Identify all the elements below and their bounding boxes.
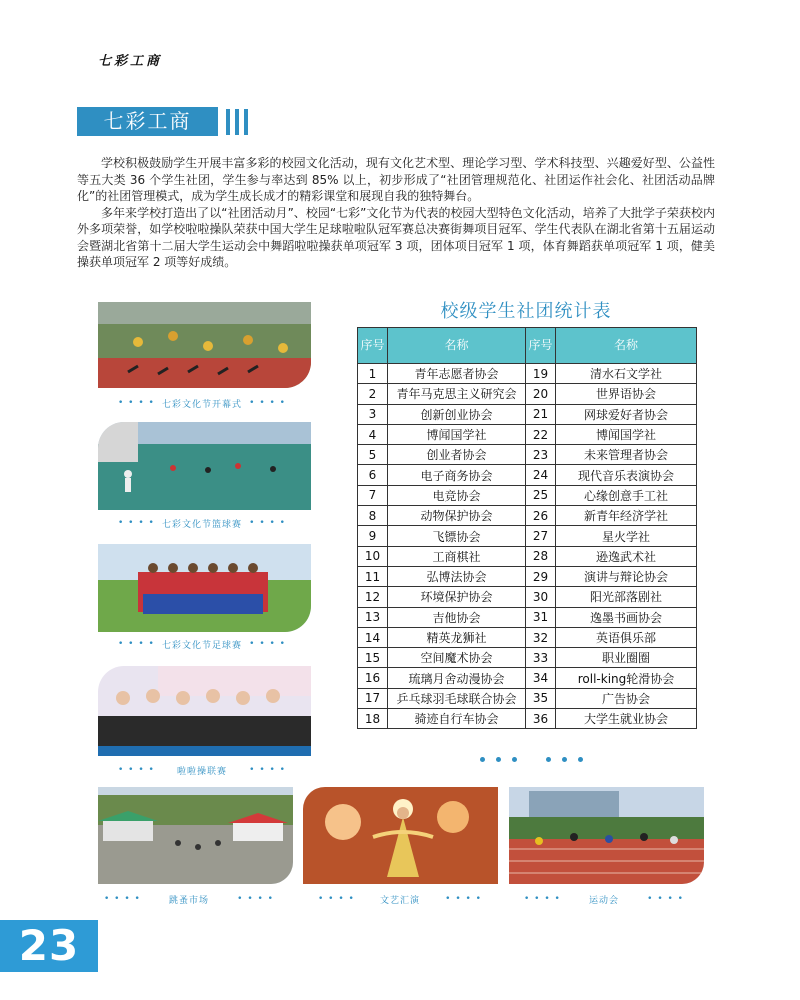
row-number: 13 — [358, 607, 388, 627]
club-name: 逸墨书画协会 — [556, 607, 697, 627]
row-number: 23 — [526, 445, 556, 465]
table-title: 校级学生社团统计表 — [440, 301, 612, 322]
table-row — [358, 668, 697, 688]
table-row — [358, 546, 697, 566]
row-number: 20 — [526, 384, 556, 404]
club-statistics-table — [357, 327, 697, 729]
table-row — [358, 709, 697, 729]
club-name: 工商棋社 — [388, 546, 526, 566]
decorative-dots — [480, 752, 590, 766]
row-number: 21 — [526, 404, 556, 424]
club-name: 吉他协会 — [388, 607, 526, 627]
club-name: 创新创业协会 — [388, 404, 526, 424]
row-number: 6 — [358, 465, 388, 485]
row-number: 30 — [526, 587, 556, 607]
club-name: 未来管理者协会 — [556, 445, 697, 465]
row-number: 14 — [358, 627, 388, 647]
row-number: 28 — [526, 546, 556, 566]
caption-football: • • • • 七彩文化节足球赛 • • • • — [118, 639, 286, 651]
caption-dots-right: • • • • — [249, 518, 286, 528]
row-number: 29 — [526, 566, 556, 586]
table-row — [358, 445, 697, 465]
caption-sports-meet: • • • • 运动会 • • • • — [524, 894, 684, 906]
row-number: 16 — [358, 668, 388, 688]
club-name: 逊逸武术社 — [556, 546, 697, 566]
table-row — [358, 404, 697, 424]
club-name: 广告协会 — [556, 688, 697, 708]
row-number: 15 — [358, 648, 388, 668]
row-number: 25 — [526, 485, 556, 505]
table-row — [358, 566, 697, 586]
caption-dots-left: • • • • — [118, 518, 155, 528]
club-name: 世界语协会 — [556, 384, 697, 404]
header-number: 序号 — [358, 328, 388, 364]
intro-paragraph-1: 学校积极鼓励学生开展丰富多彩的校园文化活动，现有文化艺术型、理论学习型、学术科技型、兴趣爱好型、公益性等五大类 36 个学生社团，学生参与率达到 85% 以上，初步形成了“社团管理规范化、社团运作社会化、社团活动品牌化”的社团管理模式，成为学生成长成才的精彩课堂和展现自我的独特舞台。 — [77, 156, 715, 203]
club-name: 网球爱好者协会 — [556, 404, 697, 424]
club-name: 青年志愿者协会 — [388, 364, 526, 384]
caption-flea-market: • • • • 跳蚤市场 • • • • — [104, 894, 274, 906]
row-number: 8 — [358, 506, 388, 526]
table-row — [358, 607, 697, 627]
club-name: 创业者协会 — [388, 445, 526, 465]
row-number: 27 — [526, 526, 556, 546]
caption-dots-left: • • • • — [118, 765, 155, 775]
row-number: 1 — [358, 364, 388, 384]
running-header-brand: 七彩工商 — [98, 54, 163, 69]
club-name: 骑迹自行车协会 — [388, 709, 526, 729]
club-name: 博闻国学社 — [388, 424, 526, 444]
caption-arts-performance: • • • • 文艺汇演 • • • • — [318, 894, 482, 906]
row-number: 34 — [526, 668, 556, 688]
row-number: 12 — [358, 587, 388, 607]
row-number: 32 — [526, 627, 556, 647]
caption-dots-right: • • • • — [249, 639, 286, 649]
table-row — [358, 485, 697, 505]
table-row — [358, 465, 697, 485]
club-name: 大学生就业协会 — [556, 709, 697, 729]
intro-text — [77, 155, 715, 271]
row-number: 26 — [526, 506, 556, 526]
club-name: 新青年经济学社 — [556, 506, 697, 526]
row-number: 10 — [358, 546, 388, 566]
page-number: 23 — [18, 921, 80, 970]
row-number: 2 — [358, 384, 388, 404]
row-number: 35 — [526, 688, 556, 708]
table-row — [358, 506, 697, 526]
table-row — [358, 424, 697, 444]
table-row — [358, 627, 697, 647]
caption-dots-left: • • • • — [118, 639, 155, 649]
table-row — [358, 648, 697, 668]
club-name: 空间魔术协会 — [388, 648, 526, 668]
club-name: 心缘创意手工社 — [556, 485, 697, 505]
club-name: 弘博法协会 — [388, 566, 526, 586]
caption-dots-right: • • • • — [249, 765, 286, 775]
photo-football — [98, 544, 311, 632]
caption-cheerleading: • • • • 啦啦操联赛 • • • • — [118, 765, 286, 777]
table-row — [358, 526, 697, 546]
row-number: 33 — [526, 648, 556, 668]
club-name: 琉璃月舍动漫协会 — [388, 668, 526, 688]
row-number: 11 — [358, 566, 388, 586]
club-name: 飞镖协会 — [388, 526, 526, 546]
caption-opening-ceremony: • • • • 七彩文化节开幕式 • • • • — [118, 398, 286, 410]
table-body — [358, 364, 697, 729]
row-number: 18 — [358, 709, 388, 729]
row-number: 31 — [526, 607, 556, 627]
club-name: 环境保护协会 — [388, 587, 526, 607]
club-name: 清水石文学社 — [556, 364, 697, 384]
photo-opening-ceremony — [98, 302, 311, 388]
club-name: 动物保护协会 — [388, 506, 526, 526]
row-number: 19 — [526, 364, 556, 384]
caption-dots-left: • • • • — [318, 894, 355, 904]
caption-basketball: • • • • 七彩文化节篮球赛 • • • • — [118, 518, 286, 530]
club-name: 青年马克思主义研究会 — [388, 384, 526, 404]
caption-dots-left: • • • • — [104, 894, 141, 904]
row-number: 7 — [358, 485, 388, 505]
club-name: 博闻国学社 — [556, 424, 697, 444]
section-title: 七彩工商 — [77, 107, 218, 136]
row-number: 4 — [358, 424, 388, 444]
club-name: 乒乓球羽毛球联合协会 — [388, 688, 526, 708]
table-row — [358, 587, 697, 607]
club-name: 星火学社 — [556, 526, 697, 546]
club-name: 职业圈圈 — [556, 648, 697, 668]
table-row — [358, 384, 697, 404]
photo-sports-meet — [509, 787, 704, 884]
row-number: 5 — [358, 445, 388, 465]
club-name: 英语俱乐部 — [556, 627, 697, 647]
header-name: 名称 — [556, 328, 697, 364]
club-name: 现代音乐表演协会 — [556, 465, 697, 485]
title-bars-decoration — [226, 109, 250, 135]
caption-dots-left: • • • • — [524, 894, 561, 904]
caption-dots-right: • • • • — [445, 894, 482, 904]
table-row — [358, 364, 697, 384]
club-name: 电竞协会 — [388, 485, 526, 505]
club-name: 演讲与辩论协会 — [556, 566, 697, 586]
photo-cheerleading — [98, 666, 311, 756]
club-name: 精英龙狮社 — [388, 627, 526, 647]
row-number: 22 — [526, 424, 556, 444]
row-number: 17 — [358, 688, 388, 708]
intro-paragraph-2: 多年来学校打造出了以“社团活动月”、校园“七彩”文化节为代表的校园大型特色文化活动，培养了大批学子荣获校内外多项荣誉，如学校啦啦操队荣获中国大学生足球啦啦队冠军赛总决赛街舞项目冠军、学生代表队在湖北省第十五届运动会暨湖北省第十二届大学生运动会中舞蹈啦啦操获单项冠军 3 项，团体项目冠军 1 项，体育舞蹈获单项冠军 1 项，健美操获单项冠军 2 项等好成绩。 — [77, 205, 715, 269]
club-name: 阳光部落剧社 — [556, 587, 697, 607]
row-number: 3 — [358, 404, 388, 424]
table-row — [358, 688, 697, 708]
caption-dots-right: • • • • — [249, 398, 286, 408]
caption-dots-right: • • • • — [237, 894, 274, 904]
row-number: 9 — [358, 526, 388, 546]
header-number: 序号 — [526, 328, 556, 364]
photo-basketball — [98, 422, 311, 510]
caption-dots-right: • • • • — [647, 894, 684, 904]
table-header-row — [358, 328, 697, 364]
photo-flea-market — [98, 787, 293, 884]
row-number: 36 — [526, 709, 556, 729]
club-name: 电子商务协会 — [388, 465, 526, 485]
club-name: roll-king轮滑协会 — [556, 668, 697, 688]
photo-arts-performance — [303, 787, 498, 884]
caption-dots-left: • • • • — [118, 398, 155, 408]
header-name: 名称 — [388, 328, 526, 364]
row-number: 24 — [526, 465, 556, 485]
